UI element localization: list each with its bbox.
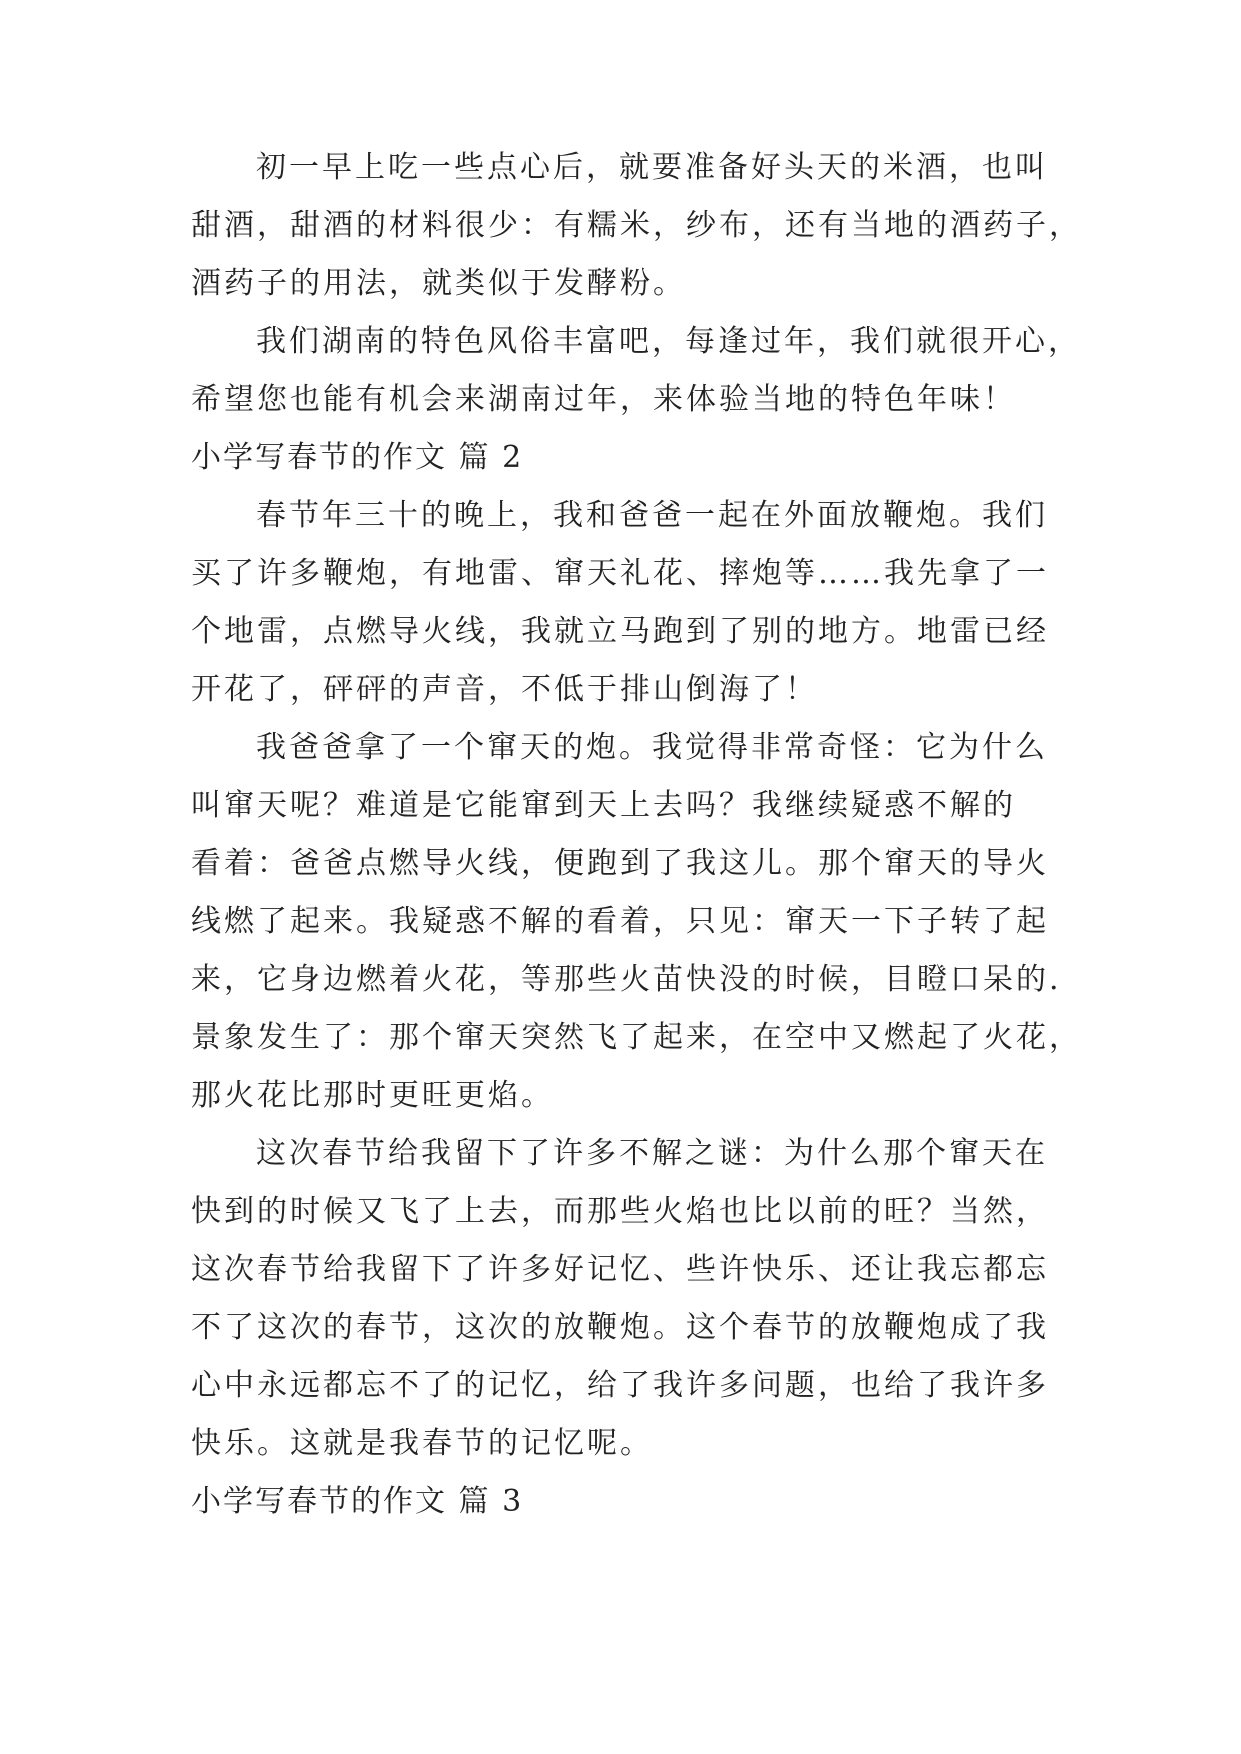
paragraph-3-line-4: 开花了，砰砰的声音，不低于排山倒海了！ [191, 672, 818, 707]
paragraph-4-line-3: 看着：爸爸点燃导火线，便跑到了我这儿。那个窜天的导火 [191, 846, 1049, 881]
paragraph-5-line-1: 这次春节给我留下了许多不解之谜：为什么那个窜天在 [256, 1136, 1048, 1171]
paragraph-5-line-6: 快乐。这就是我春节的记忆呢。 [191, 1426, 653, 1461]
paragraph-3-line-3: 个地雷，点燃导火线，我就立马跑到了别的地方。地雷已经 [191, 614, 1049, 649]
paragraph-3-line-2: 买了许多鞭炮，有地雷、窜天礼花、摔炮等……我先拿了一 [191, 556, 1049, 591]
paragraph-4-line-2: 叫窜天呢？难道是它能窜到天上去吗？我继续疑惑不解的 [191, 788, 1016, 823]
paragraph-1-line-2: 甜酒，甜酒的材料很少：有糯米，纱布，还有当地的酒药子， [191, 208, 1082, 243]
paragraph-4-line-4: 线燃了起来。我疑惑不解的看着，只见：窜天一下子转了起 [191, 904, 1049, 939]
paragraph-1-line-1: 初一早上吃一些点心后，就要准备好头天的米酒，也叫 [256, 150, 1048, 185]
paragraph-5-line-3: 这次春节给我留下了许多好记忆、些许快乐、还让我忘都忘 [191, 1252, 1049, 1287]
section-heading-3: 小学写春节的作文 篇 3 [191, 1484, 524, 1519]
paragraph-5-line-4: 不了这次的春节，这次的放鞭炮。这个春节的放鞭炮成了我 [191, 1310, 1049, 1345]
paragraph-4-line-5: 来，它身边燃着火花，等那些火苗快没的时候，目瞪口呆的. [191, 962, 1062, 997]
paragraph-5-line-5: 心中永远都忘不了的记忆，给了我许多问题，也给了我许多 [191, 1368, 1049, 1403]
paragraph-4-line-1: 我爸爸拿了一个窜天的炮。我觉得非常奇怪：它为什么 [256, 730, 1048, 765]
paragraph-1-line-3: 酒药子的用法，就类似于发酵粉。 [191, 266, 686, 301]
paragraph-5-line-2: 快到的时候又飞了上去，而那些火焰也比以前的旺？当然， [191, 1194, 1049, 1229]
paragraph-2-line-2: 希望您也能有机会来湖南过年，来体验当地的特色年味！ [191, 382, 1016, 417]
paragraph-2-line-1: 我们湖南的特色风俗丰富吧，每逢过年，我们就很开心， [256, 324, 1081, 359]
paragraph-4-line-6: 景象发生了：那个窜天突然飞了起来，在空中又燃起了火花， [191, 1020, 1082, 1055]
paragraph-4-line-7: 那火花比那时更旺更焰。 [191, 1078, 554, 1113]
section-heading-2: 小学写春节的作文 篇 2 [191, 440, 524, 475]
paragraph-3-line-1: 春节年三十的晚上，我和爸爸一起在外面放鞭炮。我们 [256, 498, 1048, 533]
